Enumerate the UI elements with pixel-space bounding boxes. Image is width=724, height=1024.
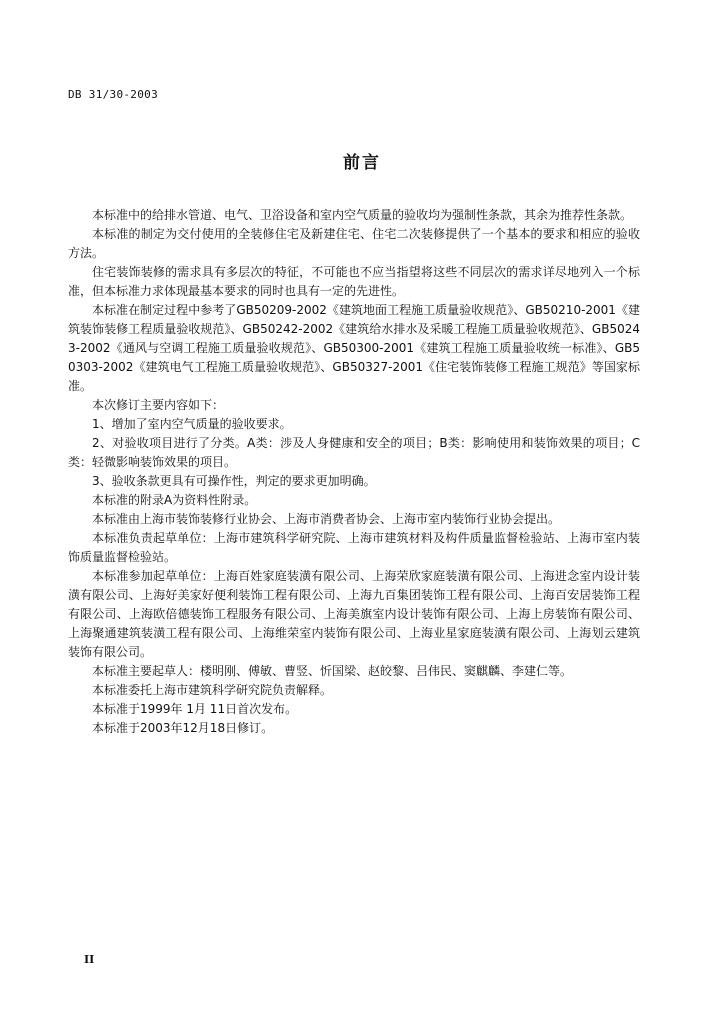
paragraph: 本标准参加起草单位：上海百姓家庭装潢有限公司、上海荣欣家庭装潢有限公司、上海进念室内设计装潢有限公司、上海好美家好便利装饰工程有限公司、上海九百集团装饰工程有限公司、上海百安居装饰工程有限公司、上海欧倍德装饰工程服务有限公司、上海美旗室内设计装饰有限公司、上海上房装饰有限公司、上海聚通建筑装潢工程有限公司、上海维荣室内装饰有限公司、上海业星家庭装潢有限公司、上海划云建筑装饰有限公司。 xyxy=(68,569,640,659)
paragraph: 本标准由上海市装饰装修行业协会、上海市消费者协会、上海市室内装饰行业协会提出。 xyxy=(92,512,561,526)
paragraph: 本标准负责起草单位：上海市建筑科学研究院、上海市建筑材料及构件质量监督检验站、上海市室内装饰质量监督检验站。 xyxy=(68,531,640,564)
paragraph: 本标准于1999年 1月 11日首次发布。 xyxy=(92,702,298,716)
list-item: 2、对验收项目进行了分类。A类：涉及人身健康和安全的项目；B类：影响使用和装饰效果的项目；C类：轻微影响装饰效果的项目。 xyxy=(68,436,640,469)
paragraph: 本标准委托上海市建筑科学研究院负责解释。 xyxy=(92,683,333,697)
paragraph: 本标准主要起草人：楼明刚、傅敏、曹竖、忻国梁、赵皎黎、吕伟民、窦麒麟、李建仁等。 xyxy=(92,664,573,678)
paragraph: 本标准的附录A为资料性附录。 xyxy=(92,493,257,507)
list-item: 1、增加了室内空气质量的验收要求。 xyxy=(92,417,292,431)
foreword-body xyxy=(68,206,640,738)
page-title: 前言 xyxy=(343,153,381,173)
standard-code: DB 31/30-2003 xyxy=(68,88,158,101)
paragraph: 本标准的制定为交付使用的全装修住宅及新建住宅、住宅二次装修提供了一个基本的要求和相应的验收方法。 xyxy=(68,227,640,260)
paragraph: 住宅装饰装修的需求具有多层次的特征，不可能也不应当指望将这些不同层次的需求详尽地列入一个标准，但本标准力求体现最基本要求的同时也具有一定的先进性。 xyxy=(68,265,640,298)
paragraph: 本次修订主要内容如下： xyxy=(92,398,225,412)
page-number: II xyxy=(84,953,95,966)
list-item: 3、验收条款更具有可操作性，判定的要求更加明确。 xyxy=(92,474,376,488)
paragraph: 本标准在制定过程中参考了GB50209-2002《建筑地面工程施工质量验收规范》、GB50210-2001《建筑装饰装修工程质量验收规范》、GB50242-2002《建筑给水排水及采暖工程施工质量验收规范》、GB50243-2002《通风与空调工程施工质量验收规范》、GB50300-2001《建筑工程施工质量验收统一标准》、GB50303-2002《建筑电气工程施工质量验收规范》、GB50327-2001《住宅装饰装修工程施工规范》等国家标准。 xyxy=(68,303,640,393)
paragraph: 本标准中的给排水管道、电气、卫浴设备和室内空气质量的验收均为强制性条款，其余为推荐性条款。 xyxy=(92,208,633,222)
paragraph: 本标准于2003年12月18日修订。 xyxy=(92,721,274,735)
